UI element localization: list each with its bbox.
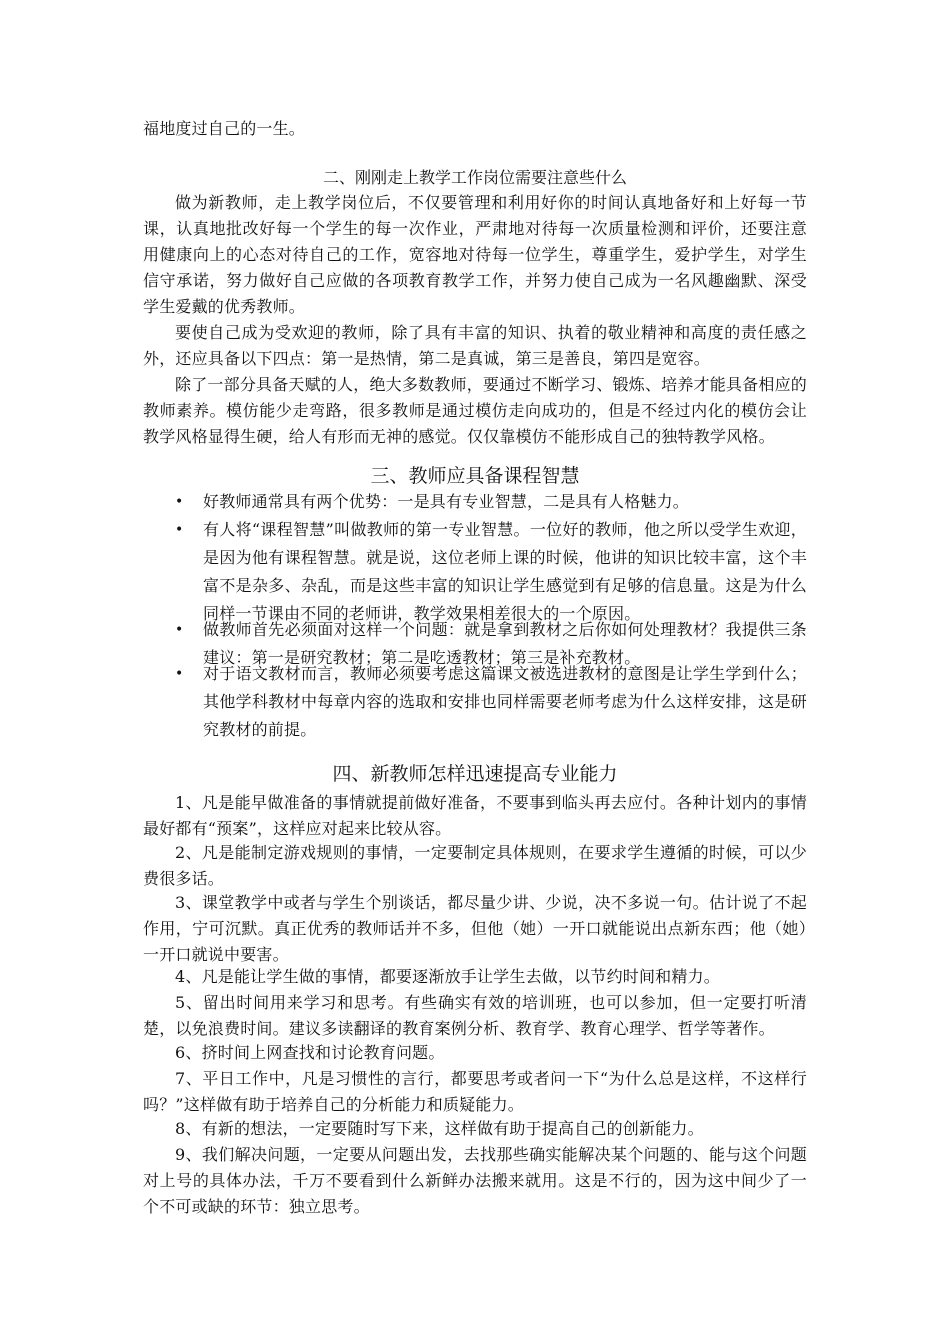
numbered-item: 1、凡是能早做准备的事情就提前做好准备，不要事到临头再去应付。各种计划内的事情最好都有“预案”，这样应对起来比较从容。 xyxy=(143,793,807,838)
bullet-item: 有人将“课程智慧”叫做教师的第一专业智慧。一位好的教师，他之所以受学生欢迎，是因为他有课程智慧。就是说，这位老师上课的时候，他讲的知识比较丰富，这个丰富不是杂多、杂乱，而是这些丰富的知识让学生感觉到有足够的信息量。这是为什么同样一节课由不同的老师讲，教学效果相差很大的一个原因。 xyxy=(203,520,807,623)
intro-tail-text: 福地度过自己的一生。 xyxy=(143,119,306,138)
bullet-marker: • xyxy=(175,622,184,638)
bullet-item: 好教师通常具有两个优势：一是具有专业智慧，二是具有人格魅力。 xyxy=(203,492,690,511)
section-2-paragraph: 除了一部分具备天赋的人，绝大多数教师，要通过不断学习、锻炼、培养才能具备相应的教师素养。模仿能少走弯路，很多教师是通过模仿走向成功的，但是不经过内化的模仿会让教学风格显得生硬，给人有形而无神的感觉。仅仅靠模仿不能形成自己的独特教学风格。 xyxy=(143,375,807,446)
section-2-paragraph: 要使自己成为受欢迎的教师，除了具有丰富的知识、执着的敬业精神和高度的责任感之外，还应具备以下四点：第一是热情，第二是真诚，第三是善良，第四是宽容。 xyxy=(143,323,807,368)
bullet-item: 做教师首先必须面对这样一个问题：就是拿到教材之后你如何处理教材？我提供三条建议：第一是研究教材；第二是吃透教材；第三是补充教材。 xyxy=(203,620,807,667)
bullet-marker: • xyxy=(175,666,184,682)
section-2-heading: 二、刚刚走上教学工作岗位需要注意些什么 xyxy=(322,168,627,187)
numbered-item: 8、有新的想法，一定要随时写下来，这样做有助于提高自己的创新能力。 xyxy=(175,1119,704,1138)
numbered-item: 7、平日工作中，凡是习惯性的言行，都要思考或者问一下“为什么总是这样，不这样行吗？”这样做有助于培养自己的分析能力和质疑能力。 xyxy=(143,1069,807,1114)
numbered-item: 6、挤时间上网查找和讨论教育问题。 xyxy=(175,1043,445,1062)
numbered-item: 4、凡是能让学生做的事情，都要逐渐放手让学生去做，以节约时间和精力。 xyxy=(175,967,720,986)
bullet-item: 对于语文教材而言，教师必须要考虑这篇课文被选进教材的意图是让学生学到什么；其他学科教材中每章内容的选取和安排也同样需要老师考虑为什么这样安排，这是研究教材的前提。 xyxy=(203,664,807,739)
numbered-item: 2、凡是能制定游戏规则的事情，一定要制定具体规则，在要求学生遵循的时候，可以少费很多话。 xyxy=(143,843,807,888)
section-4-heading: 四、新教师怎样迅速提高专业能力 xyxy=(332,763,618,785)
bullet-marker: • xyxy=(175,522,184,538)
numbered-item: 5、留出时间用来学习和思考。有些确实有效的培训班，也可以参加，但一定要打听清楚，以免浪费时间。建议多读翻译的教育案例分析、教育学、教育心理学、哲学等著作。 xyxy=(143,993,807,1038)
numbered-item: 9、我们解决问题，一定要从问题出发，去找那些确实能解决某个问题的、能与这个问题对上号的具体办法，千万不要看到什么新鲜办法搬来就用。这是不行的，因为这中间少了一个不可或缺的环节：独立思考。 xyxy=(143,1145,807,1216)
section-3-heading: 三、教师应具备课程智慧 xyxy=(370,465,580,487)
section-2-paragraph: 做为新教师，走上教学岗位后，不仅要管理和利用好你的时间认真地备好和上好每一节课，认真地批改好每一个学生的每一次作业，严肃地对待每一次质量检测和评价，还要注意用健康向上的心态对待自己的工作，宽容地对待每一位学生，尊重学生，爱护学生，对学生信守承诺，努力做好自己应做的各项教育教学工作，并努力使自己成为一名风趣幽默、深受学生爱戴的优秀教师。 xyxy=(143,193,807,316)
numbered-item: 3、课堂教学中或者与学生个别谈话，都尽量少讲、少说，决不多说一句。估计说了不起作用，宁可沉默。真正优秀的教师话并不多，但他（她）一开口就能说出点新东西；他（她）一开口就说中要害。 xyxy=(143,893,807,964)
bullet-marker: • xyxy=(175,494,184,510)
